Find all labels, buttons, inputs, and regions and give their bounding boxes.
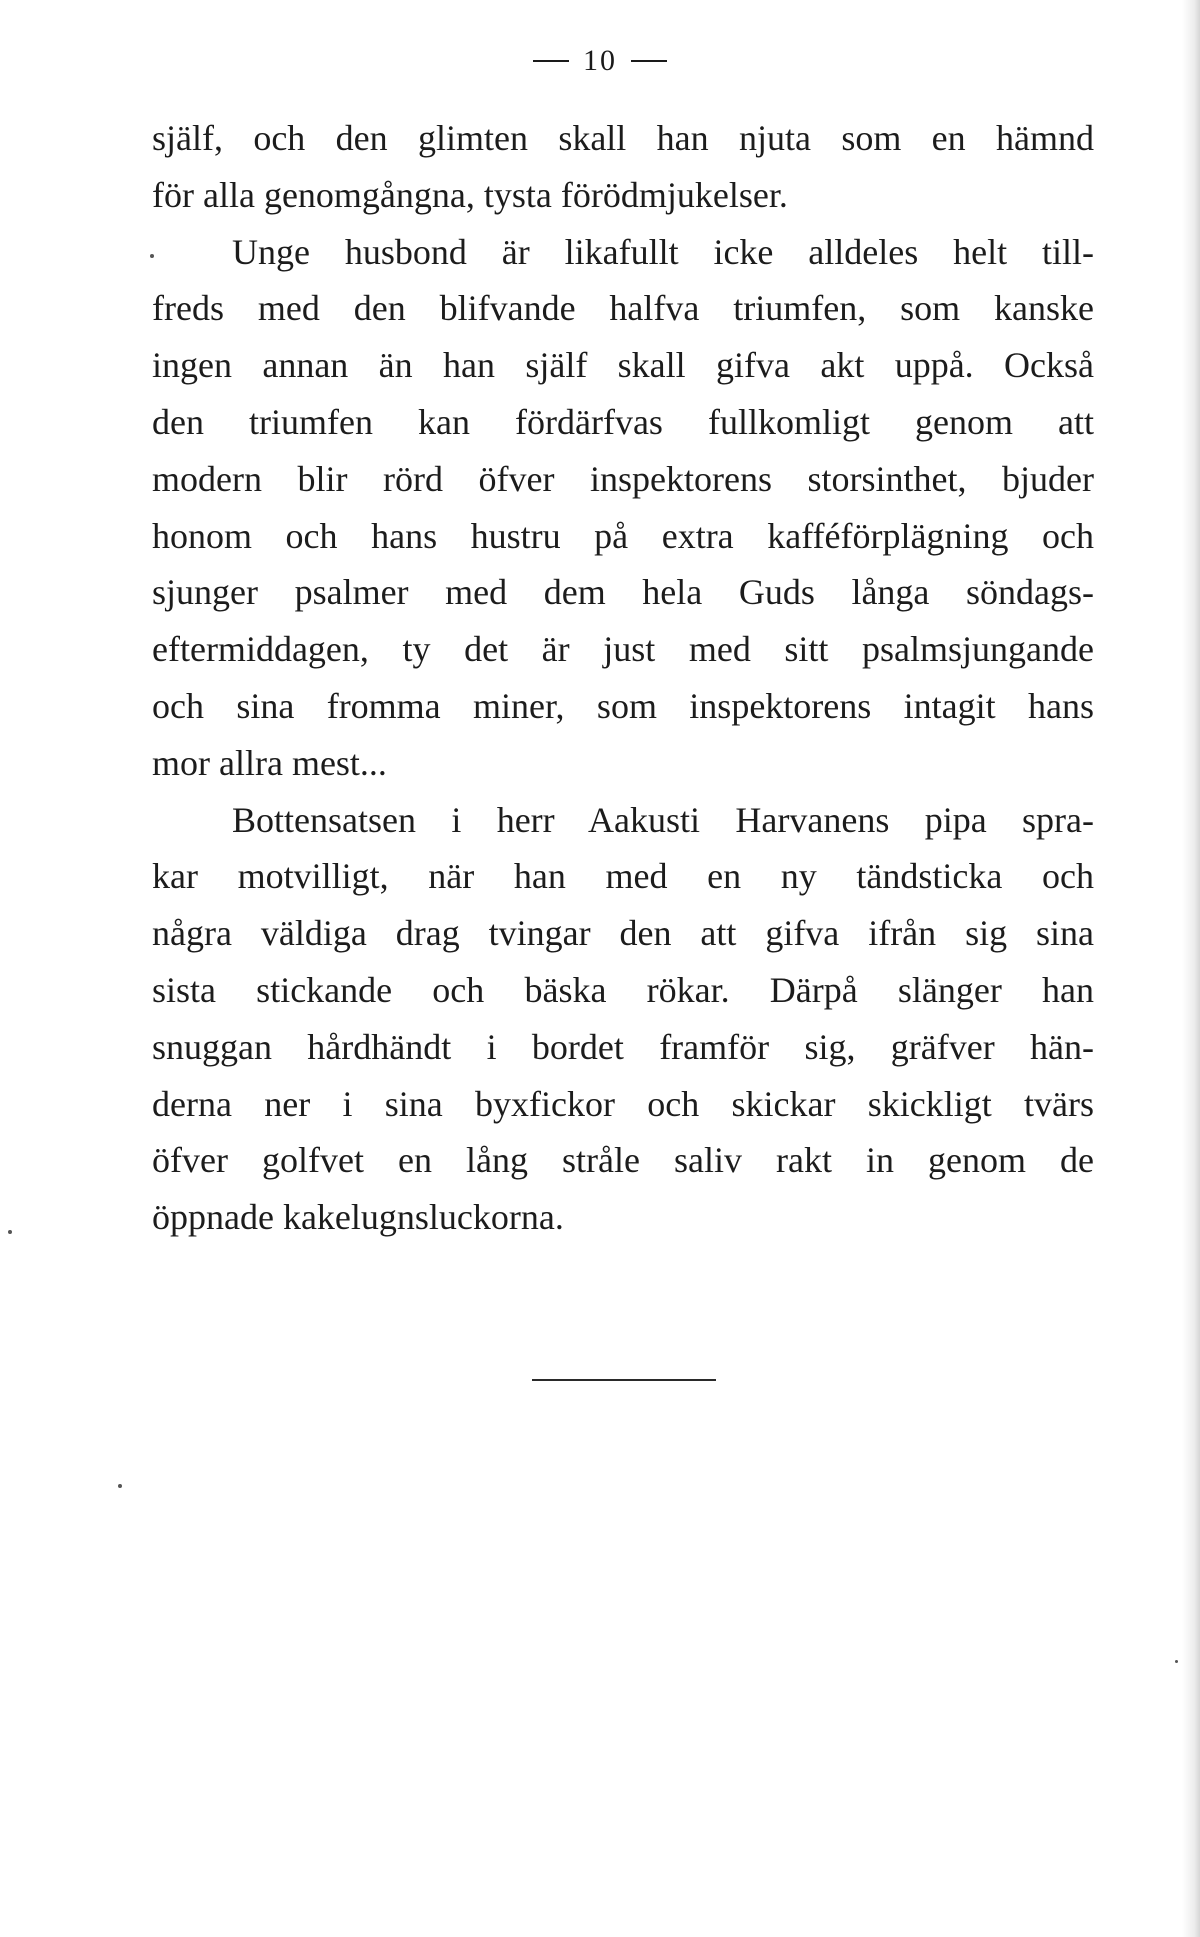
text-line: freds med den blifvande halfva triumfen, som kanske xyxy=(152,288,1094,329)
scan-speck xyxy=(150,254,154,258)
scan-speck xyxy=(118,1484,122,1488)
text-line: och sina fromma miner, som inspektorens intagit hans xyxy=(152,685,1094,726)
scan-speck xyxy=(1175,1660,1178,1663)
text-line: Unge husbond är likafullt icke alldeles helt till- xyxy=(232,231,1094,272)
text-line: honom och hans hustru på extra kafféförplägning och xyxy=(152,515,1094,556)
text-line: för alla genomgångna, tysta förödmjukelser. xyxy=(152,174,788,215)
text-line: derna ner i sina byxfickor och skickar skickligt tvärs xyxy=(152,1083,1094,1124)
text-line: några väldiga drag tvingar den att gifva ifrån sig sina xyxy=(152,913,1094,954)
text-line: Bottensatsen i herr Aakusti Harvanens pipa spra- xyxy=(232,799,1094,840)
text-line: sista stickande och bäska rökar. Därpå slänger han xyxy=(152,969,1094,1010)
scan-speck xyxy=(8,1230,12,1234)
text-line: öfver golfvet en lång stråle saliv rakt in genom de xyxy=(152,1140,1094,1181)
text-line: snuggan hårdhändt i bordet framför sig, gräfver hän- xyxy=(152,1026,1094,1067)
page-number xyxy=(0,44,1200,78)
text-line: mor allra mest... xyxy=(152,742,387,783)
text-line: ingen annan än han själf skall gifva akt uppå. Också xyxy=(152,345,1094,386)
text-line: modern blir rörd öfver inspektorens storsinthet, bjuder xyxy=(152,458,1094,499)
page-edge-shadow xyxy=(1182,0,1200,1937)
text-line: sjunger psalmer med dem hela Guds långa söndags- xyxy=(152,572,1094,613)
text-line: öppnade kakelugnsluckorna. xyxy=(152,1197,564,1238)
page-number-dash-left xyxy=(533,60,569,62)
body-text xyxy=(152,110,1094,1246)
chapter-end-rule xyxy=(532,1379,716,1381)
text-line: den triumfen kan fördärfvas fullkomligt genom att xyxy=(152,401,1094,442)
page-number-value: 10 xyxy=(583,44,617,77)
text-line: kar motvilligt, när han med en ny tändsticka och xyxy=(152,856,1094,897)
text-line: själf, och den glimten skall han njuta som en hämnd xyxy=(152,118,1094,158)
page-number-dash-right xyxy=(631,60,667,62)
text-line: eftermiddagen, ty det är just med sitt psalmsjungande xyxy=(152,629,1094,670)
